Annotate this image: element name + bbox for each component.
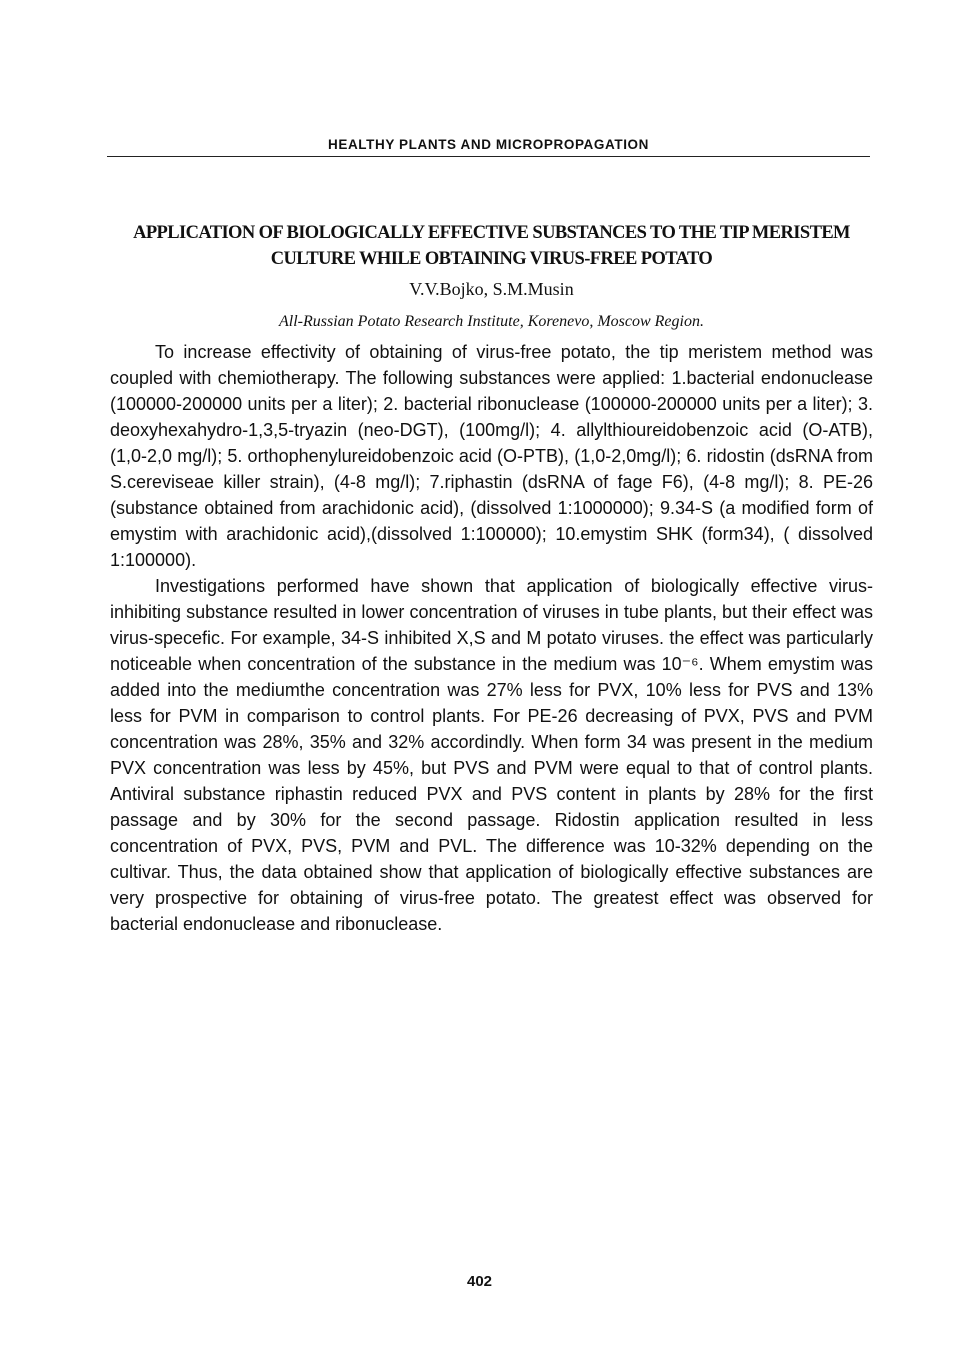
running-header: HEALTHY PLANTS AND MICROPROPAGATION (107, 137, 870, 157)
article-body (110, 339, 873, 937)
page-number: 402 (466, 1273, 493, 1290)
article (110, 220, 873, 937)
article-affiliation: All-Russian Potato Research Institute, Korenevo, Moscow Region. (279, 313, 704, 330)
article-title: APPLICATION OF BIOLOGICALLY EFFECTIVE SUBSTANCES TO THE TIP MERISTEM CULTURE WHILE OBTAINING VIRUS-FREE POTATO (133, 223, 850, 269)
body-paragraph: Investigations performed have shown that application of biologically effective virus-inhibiting substance resulted in lower concentration of viruses in tube plants, but their effect was virus-specefic. For example, 34-S inhibited X,S and M potato viruses. the effect was particularly noticeable when concentration of the substance in the medium was 10⁻⁶. Whem emystim was added into the mediumthe concentration was 27% less for PVX, 10% less for PVS and 13% less for PVM in comparison to control plants. For PE-26 decreasing of PVX, PVS and PVM concentration was 28%, 35% and 32% accordindly. When form 34 was present in the medium PVX concentration was less by 45%, but PVS and PVM were equal to that of control plants. Antiviral substance riphastin reduced PVX and PVS content in plants by 28% for the first passage and by 30% for the second passage. Ridostin application resulted in less concentration of PVX, PVS, PVM and PVL. The difference was 10-32% depending on the cultivar. Thus, the data obtained show that application of biologically effective substances are very prospective for obtaining of virus-free potato. The greatest effect was observed for bacterial endonuclease and ribonuclease. (110, 576, 873, 934)
body-paragraph: To increase effectivity of obtaining of virus-free potato, the tip meristem method was coupled with chemiotherapy. The following substances were applied: 1.bacterial endonuclease (100000-200000 units per a liter); 2. bacterial ribonuclease (100000-200000 units per a liter); 3. deoxyhexahydro-1,3,5-tryazin (neo-DGT), (100mg/l); 4. allylthioureidobenzoic acid (O-ATB), (1,0-2,0 mg/l); 5. orthophenylureidobenzoic acid (O-PTB), (1,0-2,0mg/l); 6. ridostin (dsRNA from S.cereviseae killer strain), (4-8 mg/l); 7.riphastin (dsRNA of fage F6), (4-8 mg/l); 8. PE-26 (substance obtained from arachidonic acid), (dissolved 1:1000000); 9.34-S (a modified form of emystim with arachidonic acid),(dissolved 1:100000); 10.emystim SHK (form34), ( dissolved 1:100000). (110, 342, 873, 570)
article-authors: V.V.Bojko, S.M.Musin (409, 279, 574, 299)
